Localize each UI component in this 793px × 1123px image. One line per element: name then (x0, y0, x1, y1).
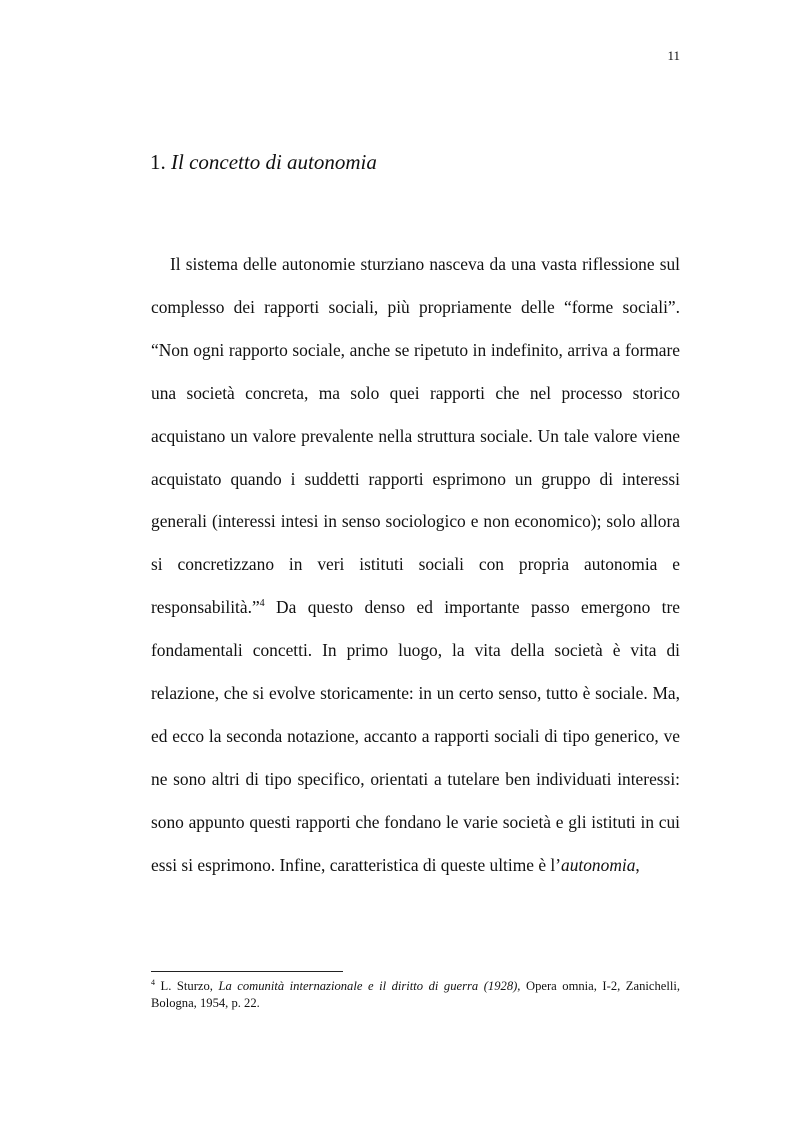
body-paragraph (151, 243, 680, 887)
body-text (151, 243, 680, 887)
page-number: 11 (667, 48, 680, 63)
footnote (151, 978, 680, 1012)
section-title: Il concetto di autonomia (171, 150, 377, 174)
footnote-author: L. Sturzo, (155, 979, 219, 993)
section-number: 1. (150, 150, 166, 174)
body-text-part1: Il sistema delle autonomie sturziano nasceva da una vasta riflessione sul complesso dei rapporti sociali, più propriamente delle “forme sociali”. “Non ogni rapporto sociale, anche se ripetuto in indefinito, arriva a formare una società concreta, ma solo quei rapporti che nel processo storico acquistano un valore prevalente nella struttura sociale. Un tale valore viene acquistato quando i suddetti rapporti esprimono un gruppo di interessi generali (interessi intesi in senso sociologico e non economico); solo allora si concretizzano in veri istituti sociali con propria autonomia e responsabilità.” (151, 254, 680, 618)
footnote-number: 4 (151, 978, 155, 987)
footnote-reference[interactable]: 4 (259, 598, 265, 610)
section-heading (150, 150, 377, 175)
footnote-title: La comunità internazionale e il diritto di guerra (1928), (218, 979, 521, 993)
body-emphasis: autonomia (561, 854, 636, 875)
body-text-part2: Da questo denso ed importante passo emergono tre fondamentali concetti. In primo luogo, la vita della società è vita di relazione, che si evolve storicamente: in un certo senso, tutto è sociale. Ma, ed ecco la seconda notazione, accanto a rapporti sociali di tipo generico, ve ne sono altri di tipo specifico, orientati a tutelare ben individuati interessi: sono appunto questi rapporti che fondano le varie società e gli istituti in cui essi si esprimono. Infine, caratteristica di queste ultime è l’ (151, 597, 680, 875)
footnote-divider (151, 971, 343, 972)
body-text-part3: , (635, 854, 640, 875)
footnote-rest: Opera omnia, I-2, Zanichelli, Bologna, 1954, p. 22. (151, 979, 680, 1010)
